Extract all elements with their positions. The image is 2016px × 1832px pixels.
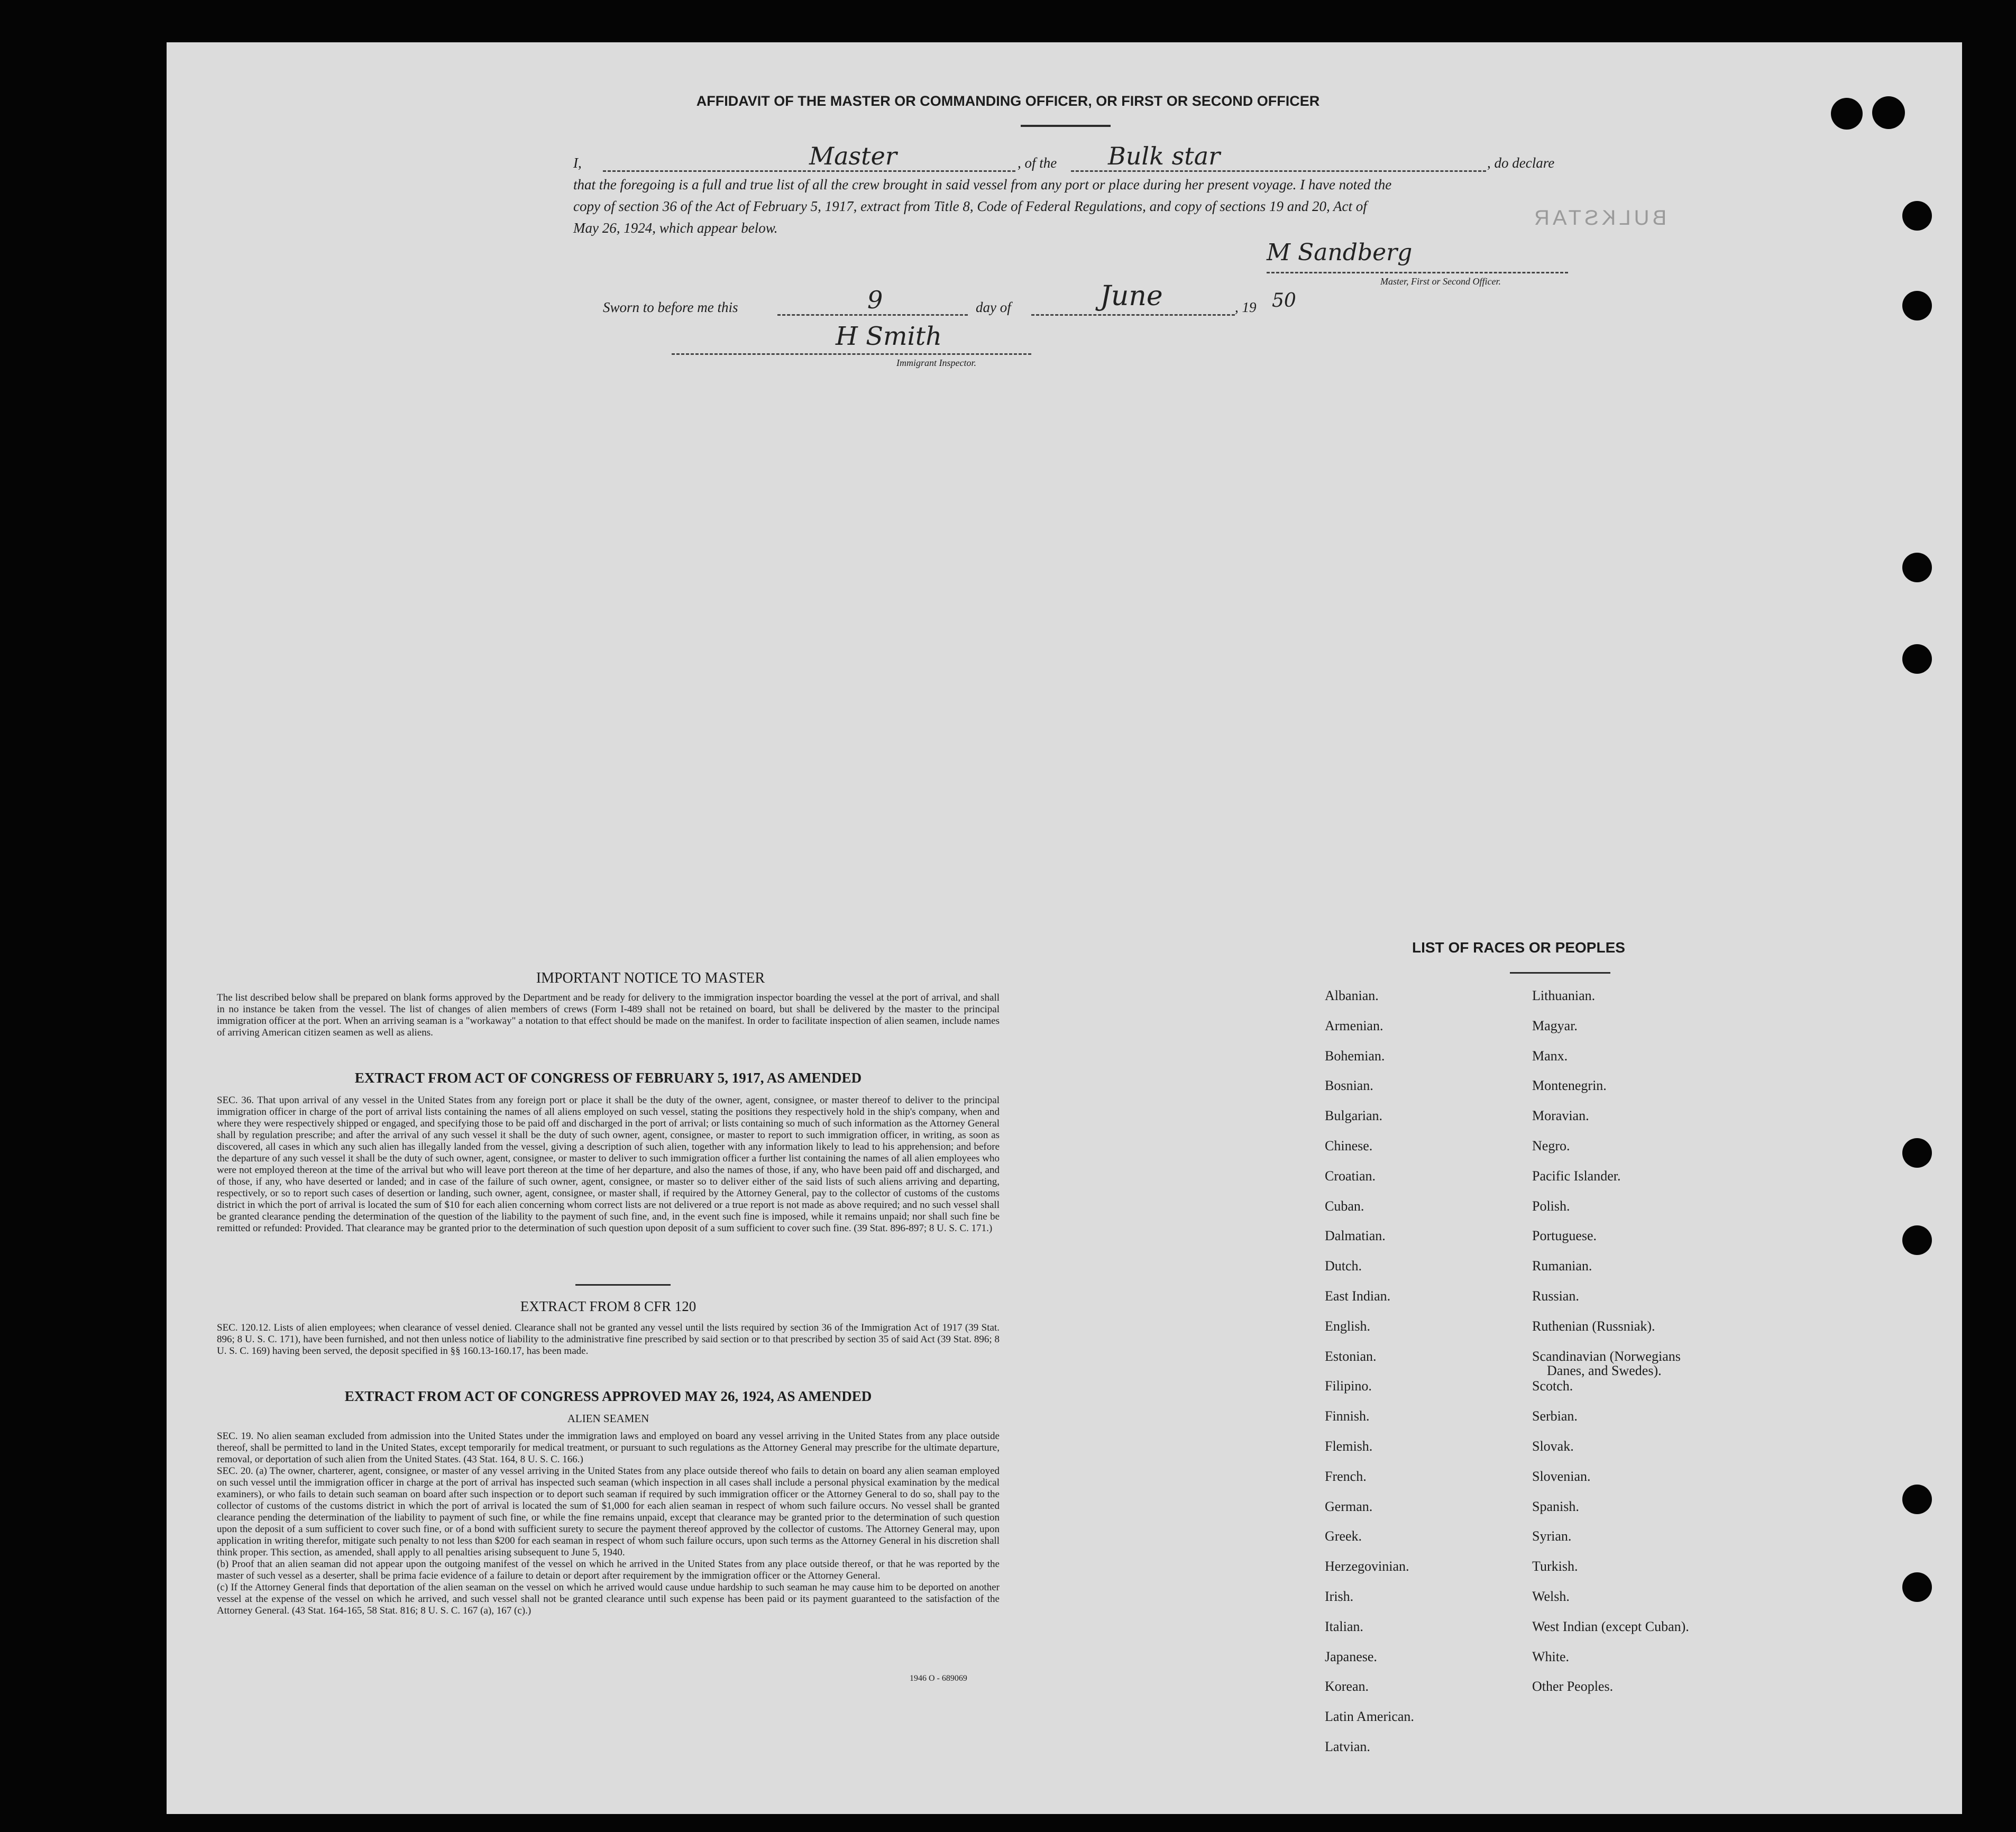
race-item: Portuguese.	[1532, 1228, 1597, 1244]
race-item: Latin American.	[1325, 1709, 1414, 1725]
race-item: English.	[1325, 1318, 1370, 1334]
notice-title: IMPORTANT NOTICE TO MASTER	[536, 970, 765, 986]
notice-text: The list described below shall be prepared on blank forms approved by the Department and be ready for delivery to the immigration inspector boarding the vessel at the port of arrival, and shall in no instance be taken from the vessel. The list of changes of alien members of crews (Form I-489 shall not be retained on board, but shall be delivered by the master to the principal immigration officer at the port. When an arriving seaman is a "workaway" a notation to that effect should be made on the manifest. In order to facilitate inspection of alien seamen, include names of arriving American citizen seamen as well as aliens.	[217, 992, 1000, 1038]
punch-hole	[1902, 201, 1932, 231]
race-item: Estonian.	[1325, 1348, 1377, 1364]
race-item: Slovenian.	[1532, 1468, 1591, 1484]
race-item: French.	[1325, 1468, 1367, 1484]
sworn-prefix: Sworn to before me this	[603, 299, 738, 315]
race-item: Chinese.	[1325, 1138, 1373, 1153]
race-item: Filipino.	[1325, 1378, 1372, 1394]
race-item: West Indian (except Cuban).	[1532, 1618, 1689, 1634]
of-the-label: , of the	[1018, 155, 1057, 171]
race-item: Pacific Islander.	[1532, 1168, 1621, 1184]
section-120-12-text: SEC. 120.12. Lists of alien employees; when clearance of vessel denied. Clearance shall not be granted any vessel until the lists required by section 36 of the Immigration Act of 1917 (39 Stat. 896; 8 U. S. C. 171), have been furnished, and not then unless notice of liability to the administrative fine prescribed by said section or to that prescribed by section 35 of said Act (39 Stat. 896; 8 U. S. C. 169) having been served, the deposit specified in §§ 160.13-160.17, has been made.	[217, 1322, 1000, 1357]
race-item: Herzegovinian.	[1325, 1559, 1409, 1574]
vessel-line	[1071, 170, 1486, 172]
race-item: Montenegrin.	[1532, 1078, 1607, 1094]
notice-body	[217, 992, 1000, 1039]
race-item: Danes, and Swedes).	[1547, 1362, 1662, 1378]
race-item: Polish.	[1532, 1198, 1570, 1214]
race-item: Scandinavian (Norwegians	[1532, 1348, 1681, 1364]
master-signature: M Sandberg	[1267, 239, 1413, 266]
sworn-month-handwriting: June	[1100, 280, 1163, 312]
extract-1917-body	[217, 1095, 1000, 1234]
race-item: Serbian.	[1532, 1408, 1578, 1424]
section-36-text: SEC. 36. That upon arrival of any vessel in the United States from any foreign port or place it shall be the duty of the owner, agent, consignee, or master thereof to deliver to the principal immigration officer in charge of the port of arrival lists containing the names of all aliens employed on such vessel, stating the positions they respectively hold in the ship's company, when and where they were respectively shipped or engaged, and specifying those to be paid off and discharged in the port of arrival; or lists containing so much of such information as the Attorney General shall by regulation prescribe; and after the arrival of any such vessel it shall be the duty of such owner, agent, consignee, or master to report to such immigration officer, in writing, as soon as discovered, all cases in which any such alien has illegally landed from the vessel, giving a description of such alien, together with any information likely to lead to his apprehension; and before the departure of any such vessel it shall be the duty of such owner, agent, consignee, or master to deliver to such immigration officer a further list containing the names of all alien employees who were not employed thereon at the time of the arrival but who will leave port thereon at the time of her departure, and also the names of those, if any, who have been paid off and discharged, and of those, if any, who have deserted or landed; and in case of the failure of such owner, agent, consignee, or master so to deliver either of the said lists of such aliens arriving and departing, respectively, or so to report such cases of desertion or landing, such owner, agent, consignee, or master shall, if required by the Attorney General, pay to the collector of customs of the customs district in which the port of arrival is located the sum of $10 for each alien concerning whom correct lists are not delivered or a true report is not made as above required; and no such vessel shall be granted clearance pending the determination of the question of the liability to the payment of such fine, and, in the event such fine is imposed, while it remains unpaid; nor shall such fine be remitted or refunded: Provided. That clearance may be granted prior to the determination of such question upon deposit of a sum sufficient to cover such fine. (39 Stat. 896-897; 8 U. S. C. 171.)	[217, 1095, 1000, 1234]
extract-1924-body	[217, 1431, 1000, 1617]
race-item: Negro.	[1532, 1138, 1570, 1153]
extract-1924-title: EXTRACT FROM ACT OF CONGRESS APPROVED MAY 26, 1924, AS AMENDED	[344, 1388, 872, 1404]
extract-divider-1	[575, 1284, 671, 1286]
race-item: Korean.	[1325, 1679, 1369, 1694]
extract-cfr-title: EXTRACT FROM 8 CFR 120	[520, 1298, 697, 1314]
races-title: LIST OF RACES OR PEOPLES	[1412, 939, 1625, 956]
declarant-line	[603, 170, 1015, 172]
declaration-line-4: May 26, 1924, which appear below.	[573, 220, 778, 236]
race-item: White.	[1532, 1648, 1570, 1664]
declaration-line-2: that the foregoing is a full and true list of all the crew brought in said vessel from any port or place during her present voyage. I have noted the	[573, 177, 1392, 193]
race-item: Dutch.	[1325, 1258, 1362, 1274]
race-item: Bosnian.	[1325, 1078, 1373, 1094]
race-item: Slovak.	[1532, 1439, 1574, 1454]
race-item: Armenian.	[1325, 1018, 1383, 1033]
race-item: Flemish.	[1325, 1439, 1373, 1454]
race-item: Latvian.	[1325, 1739, 1370, 1754]
affidavit-title: AFFIDAVIT OF THE MASTER OR COMMANDING OFFICER, OR FIRST OR SECOND OFFICER	[696, 93, 1320, 109]
sworn-day-handwriting: 9	[867, 286, 883, 314]
sworn-month-line	[1031, 314, 1235, 316]
race-item: Ruthenian (Russniak).	[1532, 1318, 1655, 1334]
alien-seamen-subtitle: ALIEN SEAMEN	[567, 1412, 649, 1425]
race-item: Italian.	[1325, 1618, 1363, 1634]
punch-hole	[1902, 291, 1932, 320]
race-item: Bulgarian.	[1325, 1108, 1383, 1124]
vessel-handwriting: Bulk star	[1108, 142, 1221, 170]
section-20c-text: (c) If the Attorney General finds that deportation of the alien seaman on the vessel on which he arrived would cause undue hardship to such seaman he may cause him to be deported on another vessel at the expense of the vessel on which he arrived, and such vessel shall not be granted clearance until such expense has been paid or its payment guaranteed to the satisfaction of the Attorney General. (43 Stat. 164-165, 58 Stat. 816; 8 U. S. C. 167 (a), 167 (c).)	[217, 1582, 1000, 1616]
section-20b-text: (b) Proof that an alien seaman did not appear upon the outgoing manifest of the vessel on which he arrived in the United States from any place outside thereof, or that he was reported by the master of such vessel as a deserter, shall be prima facie evidence of a failure to detain or deport after requirement by the immigration officer or the Attorney General.	[217, 1559, 1000, 1581]
race-item: Turkish.	[1532, 1559, 1578, 1574]
extract-cfr-body	[217, 1322, 1000, 1357]
faded-vessel-stamp: BULKSTAR	[1531, 206, 1667, 230]
punch-hole	[1902, 1572, 1932, 1602]
extract-1917-title: EXTRACT FROM ACT OF CONGRESS OF FEBRUARY 5, 1917, AS AMENDED	[354, 1070, 862, 1086]
inspector-caption: Immigrant Inspector.	[896, 358, 976, 368]
punch-hole	[1902, 1485, 1932, 1514]
declarant-handwriting: Master	[809, 142, 897, 170]
race-item: East Indian.	[1325, 1288, 1391, 1304]
race-item: Russian.	[1532, 1288, 1579, 1304]
race-item: Spanish.	[1532, 1498, 1579, 1514]
race-item: Rumanian.	[1532, 1258, 1592, 1274]
race-item: Japanese.	[1325, 1648, 1377, 1664]
punch-hole	[1902, 1225, 1932, 1255]
sworn-day-line	[777, 314, 968, 316]
punch-hole	[1831, 98, 1863, 130]
sworn-year-prefix: , 19	[1235, 299, 1257, 315]
inspector-signature-line	[672, 353, 1031, 355]
race-item: Magyar.	[1532, 1018, 1578, 1033]
race-item: Albanian.	[1325, 988, 1379, 1003]
race-item: Bohemian.	[1325, 1048, 1385, 1064]
sworn-year-handwriting: 50	[1272, 290, 1296, 312]
race-item: Croatian.	[1325, 1168, 1376, 1184]
section-19-text: SEC. 19. No alien seaman excluded from admission into the United States under the immigration laws and employed on board any vessel arriving in the United States from any place outside thereof, shall be permitted to land in the United States, except temporarily for medical treatment, or pursuant to such regulations as the Attorney General may prescribe for the ultimate departure, removal, or deportation of such alien from the United States. (43 Stat. 164, 8 U. S. C. 166.)	[217, 1431, 1000, 1465]
race-item: Lithuanian.	[1532, 988, 1596, 1003]
race-item: German.	[1325, 1498, 1373, 1514]
race-item: Moravian.	[1532, 1108, 1589, 1124]
race-item: Syrian.	[1532, 1528, 1572, 1544]
title-divider	[1021, 125, 1111, 127]
race-item: Finnish.	[1325, 1408, 1370, 1424]
day-of-label: day of	[976, 299, 1011, 315]
punch-hole	[1902, 644, 1932, 674]
race-item: Welsh.	[1532, 1589, 1570, 1604]
master-signature-line	[1267, 272, 1568, 273]
print-code: 1946 O - 689069	[910, 1674, 967, 1683]
master-signature-caption: Master, First or Second Officer.	[1380, 276, 1501, 287]
declaration-line-3: copy of section 36 of the Act of February 5, 1917, extract from Title 8, Code of Federal Regulations, and copy of sections 19 and 20, Act of	[573, 198, 1367, 214]
do-declare-label: , do declare	[1487, 155, 1555, 171]
inspector-signature: H Smith	[836, 322, 942, 351]
race-item: Manx.	[1532, 1048, 1568, 1064]
race-item: Other Peoples.	[1532, 1679, 1614, 1694]
punch-hole	[1872, 96, 1905, 129]
declarant-prefix: I,	[573, 155, 582, 171]
race-item: Scotch.	[1532, 1378, 1573, 1394]
punch-hole	[1902, 553, 1932, 582]
race-item: Dalmatian.	[1325, 1228, 1386, 1244]
race-item: Greek.	[1325, 1528, 1362, 1544]
punch-hole	[1902, 1138, 1932, 1168]
races-divider	[1510, 972, 1610, 974]
section-20a-text: SEC. 20. (a) The owner, charterer, agent, consignee, or master of any vessel arriving in the United States from any place outside thereof who fails to detain on board any alien seaman employed on such vessel until the immigration officer in charge at the port of arrival has inspected such seaman (which inspection in all cases shall include a personal physical examination by the medical examiners), or who fails to detain such seaman on board after such inspection or to deport such seaman if required by such immigration officer or the Attorney General to do so, shall pay to the collector of customs of the customs district in which the port of arrival is located the sum of $1,000 for each alien seaman in respect of whom such failure occurs. No vessel shall be granted clearance pending the determination of the liability to payment of such fine, or while the fine remains unpaid, except that clearance may be granted prior to the determination of such question upon the deposit of a sum sufficient to cover such fine, or of a bond with sufficient surety to secure the payment thereof approved by the collector of customs. The Attorney General may, upon application in writing therefor, mitigate such penalty to not less than $200 for each seaman in respect of whom such failure occurs, upon such terms as the Attorney General in his discretion shall think proper. This section, as amended, shall apply to all penalties arising subsequent to June 5, 1940.	[217, 1465, 1000, 1558]
race-item: Cuban.	[1325, 1198, 1364, 1214]
race-item: Irish.	[1325, 1589, 1354, 1604]
